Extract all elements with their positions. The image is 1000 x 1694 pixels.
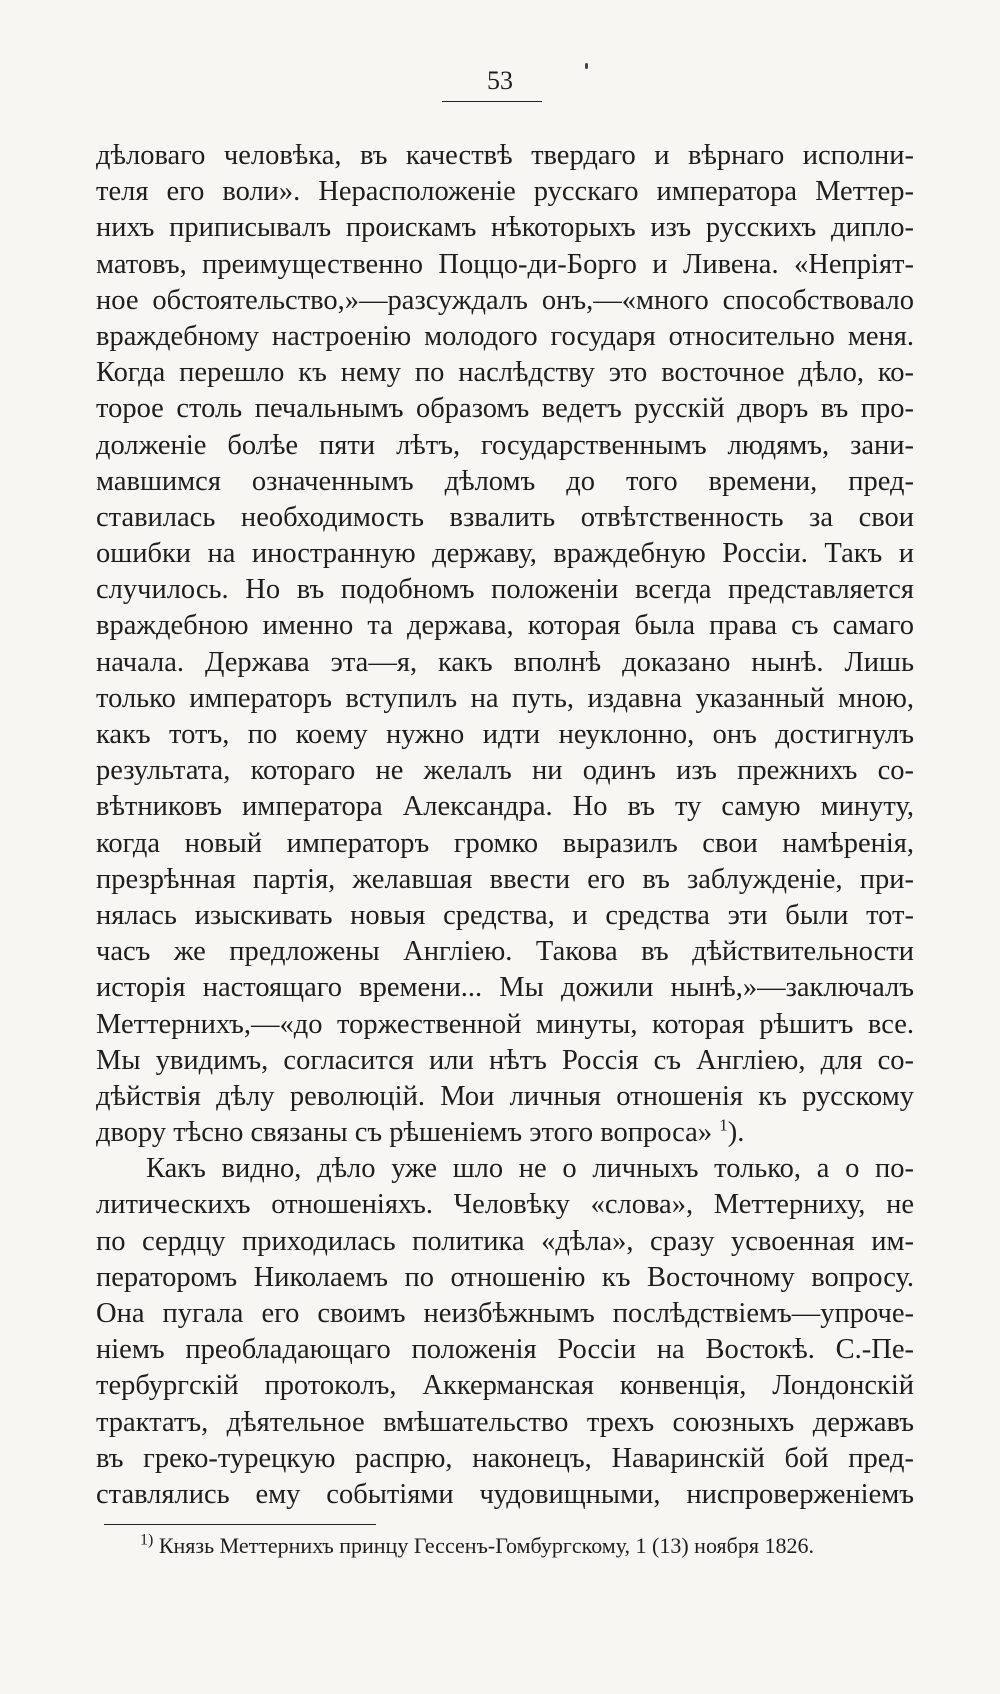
text-line: ставлялись ему событіями чудовищными, ниспроверженіемъ bbox=[96, 1478, 914, 1510]
text-line: случилось. Но въ подобномъ положеніи всегда представляется bbox=[96, 574, 914, 606]
text-line: торое столь печальнымъ образомъ ведетъ русскій дворъ въ про- bbox=[96, 393, 914, 425]
page-number-rule bbox=[442, 101, 542, 102]
text-line: дѣйствія дѣлу революцій. Мои личныя отношенія къ русскому bbox=[96, 1080, 914, 1112]
footnote-reference-suffix: ). bbox=[727, 1117, 745, 1149]
body-text bbox=[96, 138, 914, 1513]
text-line: ное обстоятельство,»—разсуждалъ онъ,—«много способствовало bbox=[96, 284, 914, 316]
text-line: литическихъ отношеніяхъ. Человѣку «слова», Меттерниху, не bbox=[96, 1189, 914, 1221]
text-line: по сердцу приходилась политика «дѣла», сразу усвоенная им- bbox=[96, 1225, 914, 1257]
text-line: матовъ, преимущественно Поццо-ди-Борго и Ливена. «Непріят- bbox=[96, 248, 914, 280]
footnote-rule bbox=[104, 1524, 376, 1525]
text-line: только императоръ вступилъ на путь, издавна указанный мною, bbox=[96, 682, 914, 714]
text-line: въ греко-турецкую распрю, наконецъ, Наваринскій бой пред- bbox=[96, 1442, 914, 1474]
text-line: дѣловаго человѣка, въ качествѣ твердаго и вѣрнаго исполни- bbox=[96, 140, 914, 171]
text-line: начала. Держава эта—я, какъ вполнѣ доказано нынѣ. Лишь bbox=[96, 646, 914, 678]
text-line: трактатъ, дѣятельное вмѣшательство трехъ союзныхъ державъ bbox=[96, 1406, 914, 1438]
page-number: 53 bbox=[487, 66, 513, 95]
text-line: мавшимся означеннымъ дѣломъ до того времени, пред- bbox=[96, 465, 914, 497]
text-line: исторія настоящаго времени... Мы дожили нынѣ,»—заключалъ bbox=[96, 972, 914, 1004]
text-line: какъ тотъ, по коему нужно идти неуклонно, онъ достигнулъ bbox=[96, 719, 914, 750]
paragraph-start-line: Какъ видно, дѣло уже шло не о личныхъ только, а о по- bbox=[146, 1153, 914, 1185]
text-line-with-footnote-ref bbox=[96, 1115, 914, 1151]
text-line: тербургскій протоколъ, Аккерманская конвенція, Лондонскій bbox=[96, 1370, 914, 1402]
text-line: когда новый императоръ громко выразилъ свои намѣренія, bbox=[96, 827, 914, 859]
text-line: Когда перешло къ нему по наслѣдству это восточное дѣло, ко- bbox=[96, 357, 914, 389]
text-line: нихъ приписывалъ проискамъ нѣкоторыхъ изъ русскихъ дипло- bbox=[96, 212, 914, 244]
text-line: Мы увидимъ, согласится или нѣтъ Россія съ Англіею, для со- bbox=[96, 1044, 914, 1076]
text-line: теля его воли». Нерасположеніе русскаго императора Меттер- bbox=[96, 176, 914, 208]
text-line: Меттернихъ,—«до торжественной минуты, которая рѣшитъ все. bbox=[96, 1008, 914, 1040]
text-line: часъ же предложены Англіею. Такова въ дѣйствительности bbox=[96, 936, 914, 968]
text-line: ставилась необходимость взвалить отвѣтственность за свои bbox=[96, 501, 914, 533]
footnote-marker: 1) bbox=[140, 1531, 154, 1549]
footnote-reference: 1 bbox=[719, 1115, 728, 1135]
footnote bbox=[140, 1533, 920, 1559]
text-line: ператоромъ Николаемъ по отношенію къ Восточному вопросу. bbox=[96, 1261, 914, 1293]
text-line: ошибки на иностранную державу, враждебную Россіи. Такъ и bbox=[96, 538, 914, 570]
text-line: вѣтниковъ императора Александра. Но въ ту самую минуту, bbox=[96, 791, 914, 823]
text-line: ніемъ преобладающаго положенія Россіи на Востокѣ. С.-Пе- bbox=[96, 1334, 914, 1366]
text-line: долженіе болѣе пяти лѣтъ, государственнымъ людямъ, зани- bbox=[96, 429, 914, 461]
text-line: враждебному настроенію молодого государя относительно меня. bbox=[96, 320, 914, 352]
text-line: двору тѣсно связаны съ рѣшеніемъ этого вопроса» bbox=[96, 1117, 713, 1149]
text-line: результата, котораго не желалъ ни одинъ изъ прежнихъ со- bbox=[96, 755, 914, 787]
text-line: Она пугала его своимъ неизбѣжнымъ послѣдствіемъ—упроче- bbox=[96, 1298, 914, 1329]
footnote-text: Князь Меттернихъ принцу Гессенъ-Гомбургскому, 1 (13) ноября 1826. bbox=[158, 1533, 814, 1558]
text-line: враждебною именно та держава, которая была права съ самаго bbox=[96, 610, 914, 642]
text-line: презрѣнная партія, желавшая ввести его въ заблужденіе, при- bbox=[96, 863, 914, 895]
text-line: нялась изыскивать новыя средства, и средства эти были тот- bbox=[96, 899, 914, 931]
